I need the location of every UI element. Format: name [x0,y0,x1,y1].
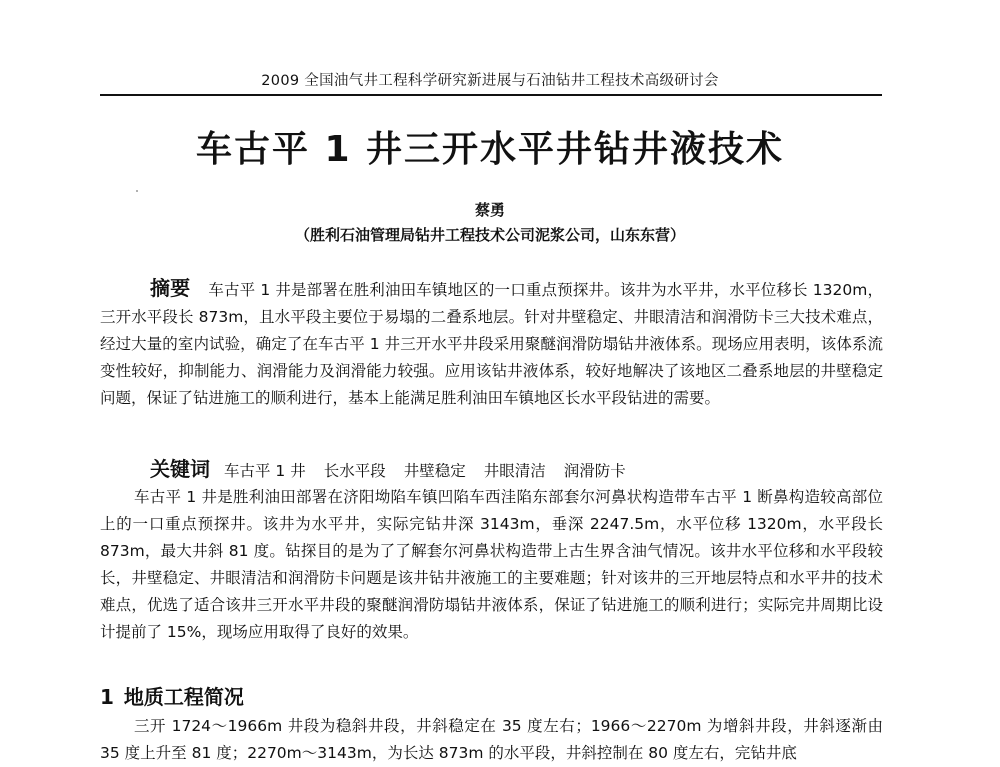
scan-speck [136,190,138,192]
abstract-paragraph [100,275,883,412]
keyword-item: 井壁稳定 [403,462,466,480]
keyword-item: 井眼清洁 [483,462,546,480]
abstract-text: 车古平 1 井是部署在胜利油田车镇地区的一口重点预探井。该井为水平井，水平位移长 1320m，三开水平段长 873m，且水平段主要位于易塌的二叠系地层。针对井壁稳定、井眼清洁和润滑防卡三大技术难点，经过大量的室内试验，确定了在车古平 1 井三开水平井段采用聚醚润滑防塌钻井液体系。现场应用表明，该体系流变性较好，抑制能力、润滑能力及润滑能力较强。应用该钻井液体系，较好地解决了该地区二叠系地层的井壁稳定问题，保证了钻进施工的顺利进行，基本上能满足胜利油田车镇地区长水平段钻进的需要。 [100,281,883,407]
author-name: 蔡勇 [474,201,505,219]
section-title: 地质工程简况 [123,685,244,709]
keywords-line [100,456,883,485]
keyword-item: 车古平 1 井 [224,462,306,480]
keyword-item: 长水平段 [323,462,386,480]
abstract-label: 摘要 [150,276,191,300]
conference-header: 2009 全国油气井工程科学研究新进展与石油钻井工程技术高级研讨会 [261,73,719,89]
section-heading [100,683,244,711]
keywords-label: 关键词 [150,457,210,481]
section-number: 1 [100,685,114,709]
keyword-item: 润滑防卡 [563,462,626,480]
author-affiliation: （胜利石油管理局钻井工程技术公司泥浆公司，山东东营） [294,226,685,244]
header-rule [100,94,882,96]
section-body-paragraph: 三开 1724～1966m 井段为稳斜井段，井斜稳定在 35 度左右；1966～2270m 为增斜井段，井斜逐渐由 35 度上升至 81 度；2270m～3143m，为长达 873m 的水平段，井斜控制在 80 度左右，完钻井底 [100,717,883,762]
paper-title: 车古平 1 井三开水平井钻井液技术 [195,129,785,170]
intro-paragraph: 车古平 1 井是胜利油田部署在济阳坳陷车镇凹陷车西洼陷东部套尔河鼻状构造带车古平 1 断鼻构造较高部位上的一口重点预探井。该井为水平井，实际完钻井深 3143m，垂深 2247.5m，水平位移 1320m，水平段长 873m，最大井斜 81 度。钻探目的是为了了解套尔河鼻状构造带上古生界含油气情况。该井水平位移和水平段较长，井壁稳定、井眼清洁和润滑防卡问题是该井钻井液施工的主要难题；针对该井的三开地层特点和水平井的技术难点，优选了适合该井三开水平井段的聚醚润滑防塌钻井液体系，保证了钻进施工的顺利进行；实际完井周期比设计提前了 15%，现场应用取得了良好的效果。 [100,488,883,641]
